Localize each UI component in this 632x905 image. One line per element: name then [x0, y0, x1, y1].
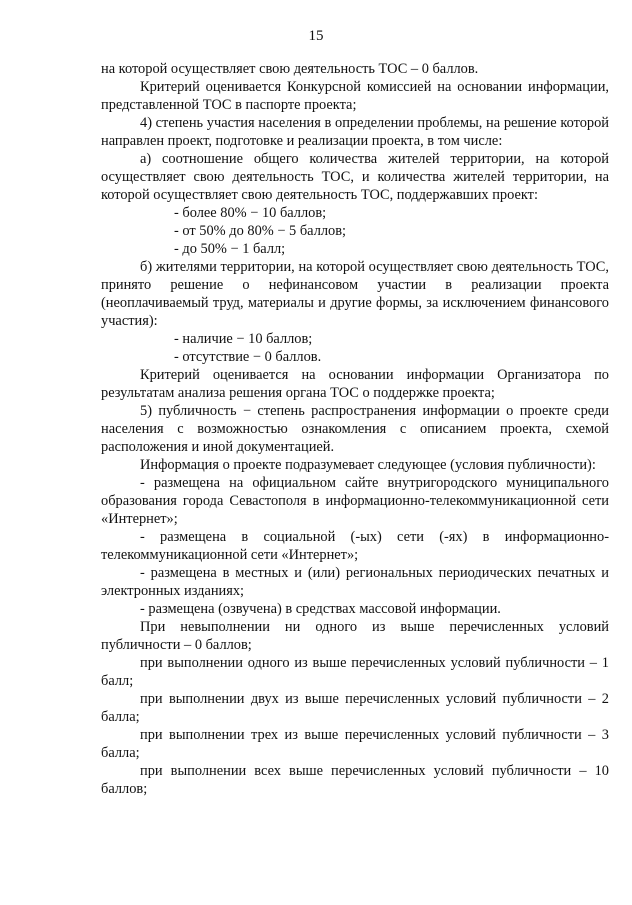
paragraph-item-4b: б) жителями территории, на которой осуществляет свою деятельность ТОС, принято решение о нефинансовом участии в реализации проекта (неоплачиваемый труд, материалы и другие формы, за исключением финансового участия):: [101, 259, 609, 329]
list-item: - до 50% − 1 балл;: [174, 241, 286, 257]
paragraph-score-0: При невыполнении ни одного из выше перечисленных условий публичности – 0 баллов;: [101, 619, 609, 653]
page-number: 15: [308, 28, 324, 44]
paragraph-condition-website: - размещена на официальном сайте внутригородского муниципального образования города Севастополя в информационно-телекоммуникационной сети «Интернет»;: [101, 475, 609, 527]
list-item: - от 50% до 80% − 5 баллов;: [174, 223, 347, 239]
paragraph-condition-periodicals: - размещена в местных и (или) региональных периодических печатных и электронных изданиях;: [101, 565, 609, 599]
document-body: [101, 60, 609, 798]
list-item: - отсутствие − 0 баллов.: [174, 349, 322, 365]
paragraph-score-2: при выполнении двух из выше перечисленных условий публичности – 2 балла;: [101, 691, 609, 725]
paragraph-condition-social: - размещена в социальной (-ых) сети (-ях) в информационно-телекоммуникационной сети «Интернет»;: [101, 529, 609, 563]
paragraph-criterion-organizer: Критерий оценивается на основании информации Организатора по результатам анализа решения органа ТОС о поддержке проекта;: [101, 367, 609, 401]
paragraph-score-10: при выполнении всех выше перечисленных условий публичности – 10 баллов;: [101, 763, 609, 797]
paragraph-criterion-commission: Критерий оценивается Конкурсной комиссией на основании информации, представленной ТОС в паспорте проекта;: [101, 79, 609, 113]
paragraph-score-1: при выполнении одного из выше перечисленных условий публичности – 1 балл;: [101, 655, 609, 689]
paragraph-item-4a: а) соотношение общего количества жителей территории, на которой осуществляет свою деятельность ТОС, и количества жителей территории, на которой осуществляет свою деятельность ТОС, поддержавших проект:: [101, 151, 609, 203]
paragraph-item-4: 4) степень участия населения в определении проблемы, на решение которой направлен проект, подготовке и реализации проекта, в том числе:: [101, 115, 609, 149]
paragraph-continuation: на которой осуществляет свою деятельность ТОС – 0 баллов.: [101, 61, 479, 77]
list-item: - более 80% − 10 баллов;: [174, 205, 327, 221]
paragraph-score-3: при выполнении трех из выше перечисленных условий публичности – 3 балла;: [101, 727, 609, 761]
paragraph-item-5: 5) публичность − степень распространения информации о проекте среди населения с возможностью ознакомления с описанием проекта, схемой расположения и иной документацией.: [101, 403, 609, 455]
paragraph-publicity-conditions: Информация о проекте подразумевает следующее (условия публичности):: [140, 457, 596, 473]
paragraph-condition-media: - размещена (озвучена) в средствах массовой информации.: [140, 601, 501, 617]
list-item: - наличие − 10 баллов;: [174, 331, 313, 347]
